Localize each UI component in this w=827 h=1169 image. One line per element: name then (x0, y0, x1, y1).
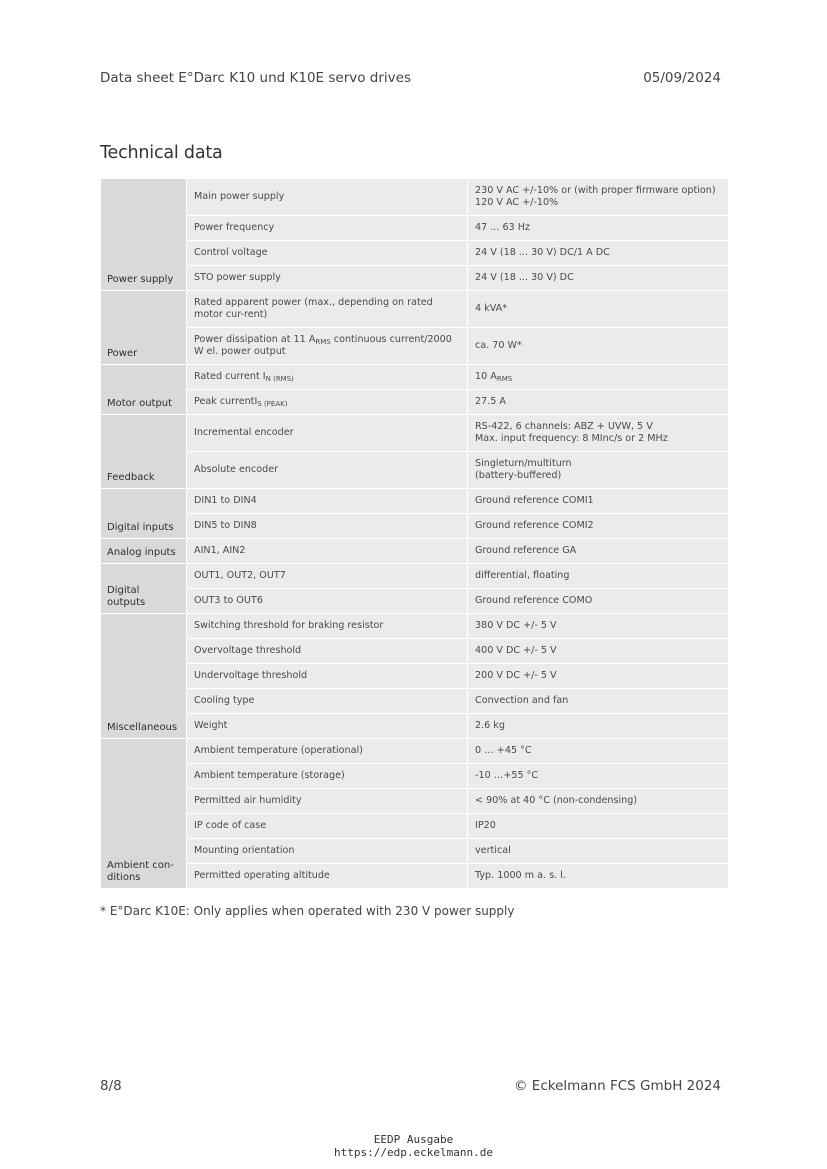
table-row (101, 564, 729, 589)
subscript: RMS (496, 375, 513, 383)
value-cell (468, 415, 729, 452)
footnote: * E°Darc K10E: Only applies when operated with 230 V power supply (100, 904, 515, 918)
value-cell: -10 …+55 °C (468, 764, 729, 789)
value-cell: 380 V DC +/- 5 V (468, 614, 729, 639)
page-number: 8/8 (100, 1078, 122, 1094)
category-power-supply: Power supply (101, 179, 187, 291)
value-cell: IP20 (468, 814, 729, 839)
table-row (101, 179, 729, 216)
subscript: RMS (315, 338, 331, 346)
param-cell: Control voltage (187, 241, 468, 266)
value-cell: Ground reference COMI1 (468, 489, 729, 514)
document-header-date: 05/09/2024 (643, 70, 721, 86)
table-row (101, 514, 729, 539)
copyright-notice: © Eckelmann FCS GmbH 2024 (514, 1078, 721, 1094)
category-miscellaneous: Miscellaneous (101, 614, 187, 739)
value-cell: 400 V DC +/- 5 V (468, 639, 729, 664)
table-row (101, 664, 729, 689)
value-cell: 24 V (18 ... 30 V) DC (468, 266, 729, 291)
table-row (101, 216, 729, 241)
param-text: Power dissipation at 11 A (194, 334, 316, 345)
value-cell: Typ. 1000 m a. s. l. (468, 864, 729, 889)
value-cell: Ground reference GA (468, 539, 729, 564)
table-row (101, 415, 729, 452)
param-cell: Overvoltage threshold (187, 639, 468, 664)
value-cell: vertical (468, 839, 729, 864)
param-cell: OUT3 to OUT6 (187, 589, 468, 614)
param-cell: Undervoltage threshold (187, 664, 468, 689)
table-row (101, 452, 729, 489)
param-cell: Ambient temperature (storage) (187, 764, 468, 789)
table-row (101, 714, 729, 739)
category-feedback: Feedback (101, 415, 187, 489)
table-row (101, 839, 729, 864)
table-row (101, 639, 729, 664)
value-cell: 27.5 A (468, 390, 729, 415)
value-cell: differential, floating (468, 564, 729, 589)
table-row (101, 789, 729, 814)
table-row (101, 814, 729, 839)
category-line: ditions (107, 872, 141, 883)
param-cell: STO power supply (187, 266, 468, 291)
param-cell: Incremental encoder (187, 415, 468, 452)
table-row (101, 489, 729, 514)
table-row (101, 390, 729, 415)
edition-url: https://edp.eckelmann.de (334, 1146, 493, 1159)
table-row (101, 291, 729, 328)
table-row (101, 539, 729, 564)
param-text: continuous current/2000 W el. power output (194, 334, 452, 357)
param-cell: Rated apparent power (max., depending on rated motor cur-rent) (187, 291, 468, 328)
param-cell: DIN1 to DIN4 (187, 489, 468, 514)
value-cell: Ground reference COMI2 (468, 514, 729, 539)
param-cell: Mounting orientation (187, 839, 468, 864)
param-cell: AIN1, AIN2 (187, 539, 468, 564)
table-row (101, 764, 729, 789)
document-header-title: Data sheet E°Darc K10 und K10E servo drives (100, 70, 412, 86)
technical-data-table (100, 178, 729, 889)
value-cell: 230 V AC +/-10% or (with proper firmware option) 120 V AC +/-10% (468, 179, 729, 216)
param-cell: DIN5 to DIN8 (187, 514, 468, 539)
table-row (101, 614, 729, 639)
value-cell (468, 365, 729, 390)
value-cell (468, 452, 729, 489)
param-cell: Ambient temperature (operational) (187, 739, 468, 764)
category-digital-outputs: Digital outputs (101, 564, 187, 614)
section-title: Technical data (100, 143, 223, 163)
category-line: Ambient con- (107, 860, 174, 871)
value-cell: 2.6 kg (468, 714, 729, 739)
param-cell (187, 390, 468, 415)
value-cell: Ground reference COMO (468, 589, 729, 614)
value-line: Singleturn/multiturn (475, 458, 572, 469)
subscript: N (RMS) (265, 375, 294, 383)
param-cell: OUT1, OUT2, OUT7 (187, 564, 468, 589)
param-cell: Absolute encoder (187, 452, 468, 489)
param-cell (187, 328, 468, 365)
value-line: (battery-buffered) (475, 470, 562, 481)
param-cell: Main power supply (187, 179, 468, 216)
param-text: Rated current I (194, 371, 266, 382)
table-row (101, 689, 729, 714)
param-cell: Weight (187, 714, 468, 739)
param-cell: Switching threshold for braking resistor (187, 614, 468, 639)
table-row (101, 266, 729, 291)
value-cell: 200 V DC +/- 5 V (468, 664, 729, 689)
param-cell: Power frequency (187, 216, 468, 241)
param-cell: Cooling type (187, 689, 468, 714)
category-power: Power (101, 291, 187, 365)
table-row (101, 365, 729, 390)
value-line: Max. input frequency: 8 MInc/s or 2 MHz (475, 433, 668, 444)
table-row (101, 328, 729, 365)
table-row (101, 864, 729, 889)
category-motor-output: Motor output (101, 365, 187, 415)
param-cell (187, 365, 468, 390)
value-cell: Convection and fan (468, 689, 729, 714)
table-row (101, 241, 729, 266)
value-line: RS-422, 6 channels: ABZ + UVW, 5 V (475, 421, 653, 432)
table-row (101, 739, 729, 764)
value-cell: 24 V (18 ... 30 V) DC/1 A DC (468, 241, 729, 266)
param-cell: Permitted operating altitude (187, 864, 468, 889)
value-cell: 47 ... 63 Hz (468, 216, 729, 241)
category-digital-inputs: Digital inputs (101, 489, 187, 539)
table-row (101, 589, 729, 614)
category-ambient-conditions (101, 739, 187, 889)
param-text: Peak currentI (194, 396, 258, 407)
param-cell: Permitted air humidity (187, 789, 468, 814)
param-cell: IP code of case (187, 814, 468, 839)
value-cell: 0 … +45 °C (468, 739, 729, 764)
value-text: 10 A (475, 371, 497, 382)
value-cell: ca. 70 W* (468, 328, 729, 365)
value-cell: < 90% at 40 °C (non-condensing) (468, 789, 729, 814)
category-analog-inputs: Analog inputs (101, 539, 187, 564)
value-cell: 4 kVA* (468, 291, 729, 328)
subscript: S (PEAK) (257, 400, 288, 408)
edition-stamp: EEDP Ausgabe (373, 1133, 454, 1146)
